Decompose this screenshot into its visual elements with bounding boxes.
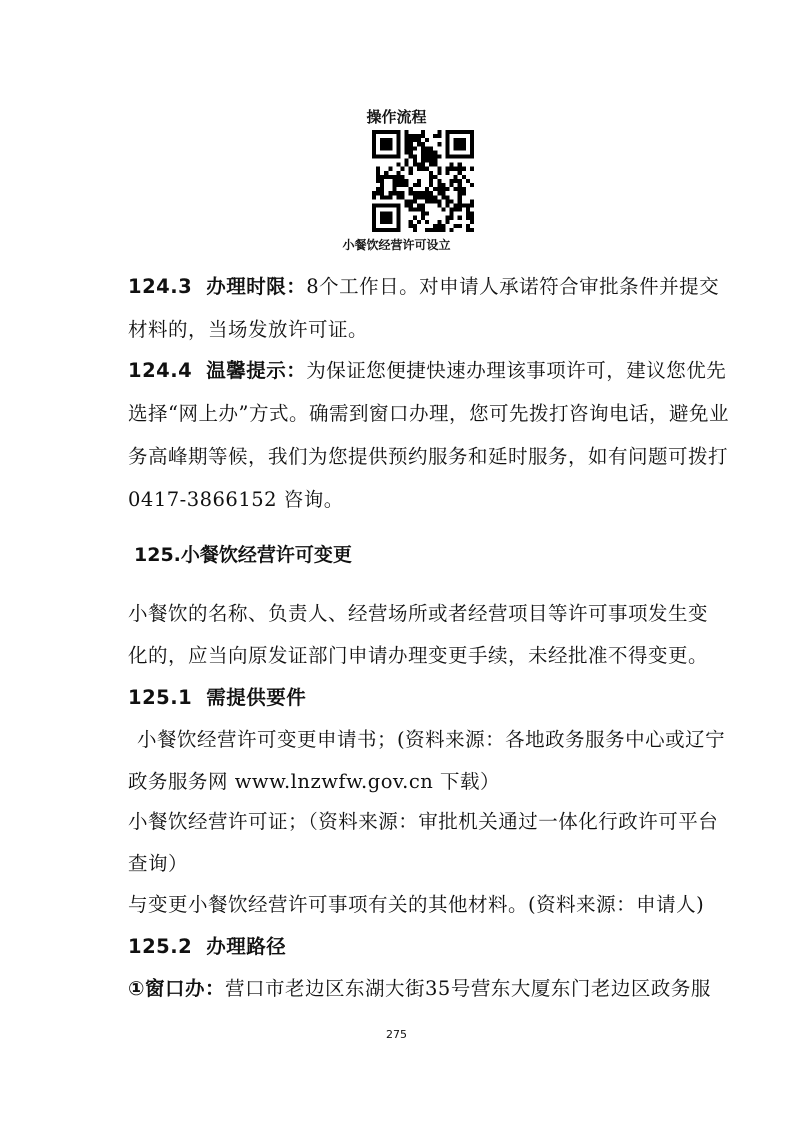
section-text: 8个工作日。对申请人承诺符合审批条件并提交: [306, 275, 720, 298]
section-label: 办理路径: [206, 935, 287, 958]
section-124-3-line-2: 材料的，当场发放许可证。: [128, 318, 369, 341]
qr-title: 操作流程: [366, 108, 427, 126]
section-number: 125.2: [128, 935, 193, 958]
path-window-line: [128, 973, 711, 1001]
section-124-4-line-3: 务高峰期等候，我们为您提供预约服务和延时服务，如有问题可拨打: [128, 445, 729, 468]
requirement-1-line-1: 小餐饮经营许可变更申请书；(资料来源：各地政务服务中心或辽宁: [137, 728, 726, 751]
section-125-heading: 125.小餐饮经营许可变更: [134, 544, 352, 566]
requirement-1-line-2: 政务服务网 www.lnzwfw.gov.cn 下载）: [128, 770, 501, 793]
qr-caption: 小餐饮经营许可设立: [342, 238, 451, 252]
section-125-intro-line-1: 小餐饮的名称、负责人、经营场所或者经营项目等许可事项发生变: [128, 602, 709, 625]
section-number: 124.4: [128, 359, 193, 382]
section-125-2-heading: [128, 931, 286, 959]
section-124-4-line-1: [128, 355, 726, 383]
section-125-intro-line-2: 化的，应当向原发证部门申请办理变更手续，未经批准不得变更。: [128, 644, 709, 667]
section-124-3-line-1: [128, 271, 719, 299]
section-number: 124.3: [128, 275, 193, 298]
path-window-label: ①窗口办：: [128, 977, 226, 1000]
section-124-4-line-4: 0417-3866152 咨询。: [128, 488, 344, 511]
section-125-1-heading: [128, 682, 306, 710]
section-124-4-line-2: 选择“网上办”方式。确需到窗口办理，您可先拨打咨询电话，避免业: [128, 402, 729, 425]
section-label: 温馨提示：: [206, 359, 307, 382]
requirement-3: 与变更小餐饮经营许可事项有关的其他材料。(资料来源：申请人): [128, 893, 705, 916]
section-label: 需提供要件: [206, 686, 307, 709]
path-window-text: 营口市老边区东湖大街35号营东大厦东门老边区政务服: [225, 977, 711, 1000]
section-text: 为保证您便捷快速办理该事项许可，建议您优先: [306, 359, 727, 382]
requirement-2-line-1: 小餐饮经营许可证；（资料来源：审批机关通过一体化行政许可平台: [128, 810, 719, 833]
section-label: 办理时限：: [206, 275, 307, 298]
section-number: 125.1: [128, 686, 193, 709]
qr-code[interactable]: [372, 130, 474, 232]
page-number: 275: [386, 1028, 407, 1041]
requirement-2-line-2: 查询）: [128, 852, 189, 875]
